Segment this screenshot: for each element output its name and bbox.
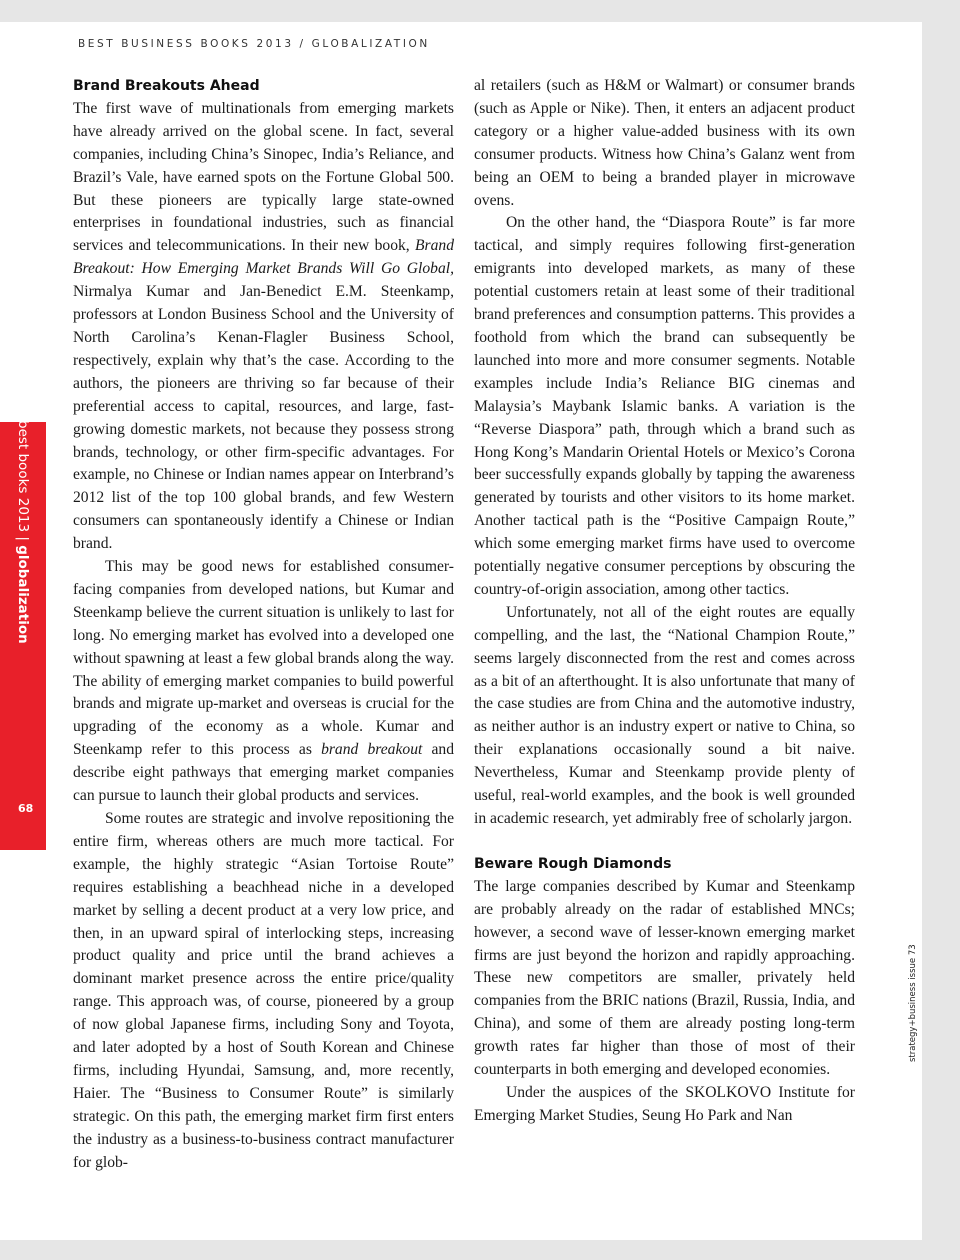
paragraph: al retailers (such as H&M or Walmart) or consumer brands (such as Apple or Nike). Then, it enters an adjacent product category or a higher value-added business with its own consumer products. Witness how China’s Galanz went from being an OEM to being a branded player in microwave ovens.: [474, 77, 855, 209]
right-column: [474, 75, 855, 1128]
running-header: BEST BUSINESS BOOKS 2013 / GLOBALIZATION: [78, 38, 430, 50]
paragraph: Under the auspices of the SKOLKOVO Institute for Emerging Market Studies, Seung Ho Park and Nan: [474, 1083, 855, 1124]
tab-separator: |: [15, 532, 31, 546]
left-column: [73, 75, 454, 1175]
paragraph: The first wave of multinationals from emerging markets have already arrived on the global scene. In fact, several companies, including China’s Sinopec, India’s Reliance, and Brazil’s Vale, have earned spots on the Fortune Global 500. But these pioneers are typically large state-owned enterprises in foundational industries, such as financial services and telecommunications. In their new book, Brand Breakout: How Emerging Market Brands Will Go Global, Nirmalya Kumar and Jan-Benedict E.M. Steenkamp, professors at London Business School and the University of North Carolina’s Kenan-Flagler Business School, respectively, explain why that’s the case. According to the authors, the pioneers are thriving so far because of their preferential access to capital, resources, and large, fast-growing domestic markets, not because they possess strong brands, technology, or other firm-specific advantages. For example, no Chinese or Indian names appear on Interbrand’s 2012 list of the top 100 global brands, and few Western consumers can spontaneously identify a Chinese or Indian brand.: [73, 99, 454, 553]
paragraph: This may be good news for established consumer-facing companies from developed nations, but Kumar and Steenkamp believe the current situation is unlikely to last for long. No emerging market has evolved into a developed one without spawning at least a few global brands along the way. The ability of emerging market companies to build powerful brands and migrate up-market and overseas is crucial for the upgrading of the economy as a whole. Kumar and Steenkamp refer to this process as brand breakout and describe eight pathways that emerging market companies can pursue to launch their global products and services.: [73, 558, 454, 805]
tab-prefix: best books 2013: [15, 420, 31, 533]
section-tab-label: [15, 420, 31, 740]
italic-term: brand breakout: [321, 741, 423, 759]
page-number: 68: [18, 802, 34, 815]
paragraph: Some routes are strategic and involve repositioning the entire firm, whereas others are much more tactical. For example, the highly strategic “Asian Tortoise Route” requires establishing a beachhead niche in a developed market by selling a decent product at a very low price, and then, in an upward spiral of interlocking steps, increasing product quality and price until the brand achieves a dominant market presence across the entire price/quality range. This approach was, of course, pioneered by a group of now global Japanese firms, including Sony and Toyota, and later adopted by a host of South Korean and Chinese firms, including Hyundai, Samsung, and, more recently, Haier. The “Business to Consumer Route” is similarly strategic. On this path, the emerging market firm first enters the industry as a business-to-business contract manufacturer for glob-: [73, 810, 454, 1171]
paragraph: Unfortunately, not all of the eight routes are equally compelling, and the last, the “National Champion Route,” seems largely disconnected from the rest and comes across as a bit of an afterthought. It is also unfortunate that many of the case studies are from China and the automotive industry, as neither author is an industry expert or native to China, so their explanations occasionally sound a bit naive. Nevertheless, Kumar and Steenkamp provide plenty of useful, real-world examples, and the book is well grounded in academic research, yet admirably free of scholarly jargon.: [474, 603, 855, 827]
book-title: Brand Breakout: How Emerging Market Brands Will Go Global,: [73, 237, 454, 278]
section-heading: Brand Breakouts Ahead: [73, 78, 260, 94]
magazine-page: [0, 22, 922, 1240]
tab-section: globalization: [15, 545, 31, 644]
section-heading: Beware Rough Diamonds: [474, 855, 672, 872]
paragraph: The large companies described by Kumar and Steenkamp are probably already on the radar of established MNCs; however, a second wave of lesser-known emerging market firms are just beyond the horizon and rapidly approaching. These new competitors are smaller, privately held companies from the BRIC nations (Brazil, Russia, India, and China), and some of them are already posting long-term growth rates far higher than those of most of their counterparts in both emerging and developed economies.: [474, 877, 855, 1079]
paragraph: On the other hand, the “Diaspora Route” is far more tactical, and simply requires following first-generation emigrants into developed markets, as many of these potential customers retain at least some of their traditional brand preferences and consumption patterns. This provides a foothold from which the brand can subsequently be launched into more and more consumer segments. Notable examples include India’s Reliance BIG cinemas and Malaysia’s Maybank Islamic banks. A variation is the “Reverse Diaspora” path, through which a brand such as Hong Kong’s Mandarin Oriental Hotels or Mexico’s Corona beer successfully expands globally by tapping the awareness generated by tourists and other visitors to its home market. Another tactical path is the “Positive Campaign Route,” which some emerging market firms have used to overcome potentially negative consumer perceptions by obscuring the country-of-origin association, among other tactics.: [474, 214, 855, 598]
publication-label: strategy+business issue 73: [908, 944, 918, 1062]
